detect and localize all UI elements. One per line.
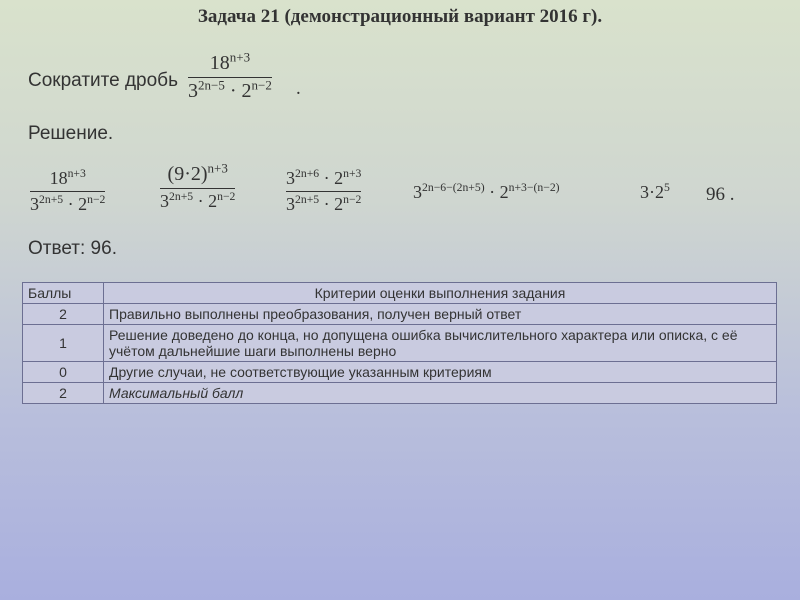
task-numerator: $18^{n+3}$ — [209, 49, 251, 74]
answer-text: Ответ: 96. — [28, 238, 117, 259]
solution-step-4: $3^{2n-6-(2n+5)} \cdot 2^{n+3-(n-2)}$ — [413, 181, 560, 202]
table-row — [23, 383, 777, 404]
solution-label: Решение. — [28, 123, 114, 144]
task-fraction — [188, 49, 272, 103]
page-title: Задача 21 (демонстрационный вариант 2016 г). — [197, 6, 603, 27]
row-criteria: Решение доведено до конца, но допущена ошибка вычислительного характера или описка, с её учётом дальнейшие шаги выполнены верно — [104, 325, 777, 362]
row-criteria: Другие случаи, не соответствующие указанным критериям — [104, 362, 777, 383]
solution-step-2: $(9\cdot 2)^{n+3}$ $3^{2n+5} \cdot 2^{n-2}$ — [160, 160, 236, 211]
task-period: . — [296, 78, 301, 99]
task-denominator: $3^{2n-5} \cdot 2^{n-2}$ — [188, 77, 272, 102]
table-row — [23, 304, 777, 325]
table-row — [23, 362, 777, 383]
criteria-table — [22, 282, 777, 404]
table-row — [23, 325, 777, 362]
row-criteria: Максимальный балл — [104, 383, 777, 404]
solution-step-5: $3\cdot 2^5$ — [640, 181, 670, 202]
solution-result: 96 . — [706, 184, 735, 205]
row-criteria: Правильно выполнены преобразования, получен верный ответ — [104, 304, 777, 325]
row-score: 2 — [23, 383, 104, 404]
solution-step-3: $3^{2n+6} \cdot 2^{n+3}$ $3^{2n+5} \cdot 2^{n-2}$ — [286, 167, 362, 214]
header-score: Баллы — [23, 283, 104, 304]
row-score: 0 — [23, 362, 104, 383]
table-header-row — [23, 283, 777, 304]
row-score: 2 — [23, 304, 104, 325]
task-label: Сократите дробь — [28, 70, 178, 91]
solution-step-1: $18^{n+3}$ $3^{2n+5} \cdot 2^{n-2}$ — [30, 167, 106, 214]
header-criteria: Критерии оценки выполнения задания — [104, 283, 777, 304]
row-score: 1 — [23, 325, 104, 362]
